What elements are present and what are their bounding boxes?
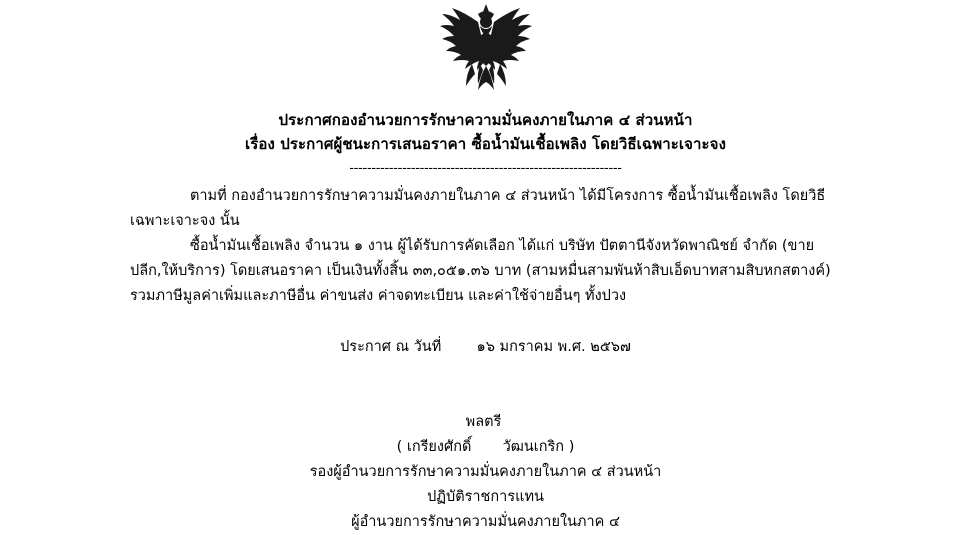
signer-first-name: เกรียงศักดิ์ bbox=[406, 439, 472, 455]
document-title bbox=[130, 108, 841, 156]
paragraph-2-line-2: ปลีก,ให้บริการ) โดยเสนอราคา เป็นเงินทั้งสิ้น ๓๓,๐๕๑.๓๖ บาท (สามหมื่นสามพันห้าสิบเอ็ดบาทสามสิบหกสตางค์) bbox=[130, 263, 831, 279]
name-close-paren: ) bbox=[568, 439, 575, 455]
signer-position-line-3: ผู้อำนวยการรักษาความมั่นคงภายในภาค ๔ bbox=[351, 514, 620, 530]
title-line-1: ประกาศกองอำนวยการรักษาความมั่นคงภายในภาค ๔ ส่วนหน้า bbox=[278, 111, 693, 129]
title-divider: -------------------------------------------------------------- bbox=[349, 161, 622, 176]
signature-block bbox=[130, 410, 841, 535]
date-month: มกราคม bbox=[499, 339, 554, 355]
signer-position-line-2: ปฏิบัติราชการแทน bbox=[427, 489, 544, 505]
paragraph-2-line-1: ซื้อน้ำมันเชื้อเพลิง จำนวน ๑ งาน ผู้ได้รับการคัดเลือก ได้แก่ บริษัท ปัตตานีจังหวัดพาณิชย์ จำกัด (ขาย bbox=[190, 238, 815, 254]
name-open-paren: ( bbox=[396, 439, 403, 455]
date-day: ๑๖ bbox=[476, 339, 495, 355]
document-body bbox=[130, 184, 841, 309]
paragraph-1-line-1: ตามที่ กองอำนวยการรักษาความมั่นคงภายในภาค ๔ ส่วนหน้า ได้มีโครงการ ซื้อน้ำมันเชื้อเพลิง โดยวิธี bbox=[190, 188, 826, 204]
paragraph-1-line-2: เฉพาะเจาะจง นั้น bbox=[130, 213, 240, 229]
signer-position-line-1: รองผู้อำนวยการรักษาความมั่นคงภายในภาค ๔ ส่วนหน้า bbox=[309, 464, 662, 480]
date-prefix: ประกาศ ณ วันที่ bbox=[340, 339, 442, 355]
signer-rank: พลตรี bbox=[465, 414, 502, 430]
announcement-date bbox=[130, 335, 841, 360]
paragraph-2-line-3: รวมภาษีมูลค่าเพิ่มและภาษีอื่น ค่าขนส่ง ค่าจดทะเบียน และค่าใช้จ่ายอื่นๆ ทั้งปวง bbox=[130, 288, 627, 304]
signer-name bbox=[130, 435, 841, 460]
date-year: พ.ศ. ๒๕๖๗ bbox=[557, 339, 631, 355]
signer-last-name: วัฒนเกริก bbox=[502, 439, 565, 455]
emblem-container bbox=[130, 0, 841, 102]
title-line-2: เรื่อง ประกาศผู้ชนะการเสนอราคา ซื้อน้ำมันเชื้อเพลิง โดยวิธีเฉพาะเจาะจง bbox=[244, 135, 726, 153]
garuda-emblem-icon bbox=[426, 2, 546, 98]
